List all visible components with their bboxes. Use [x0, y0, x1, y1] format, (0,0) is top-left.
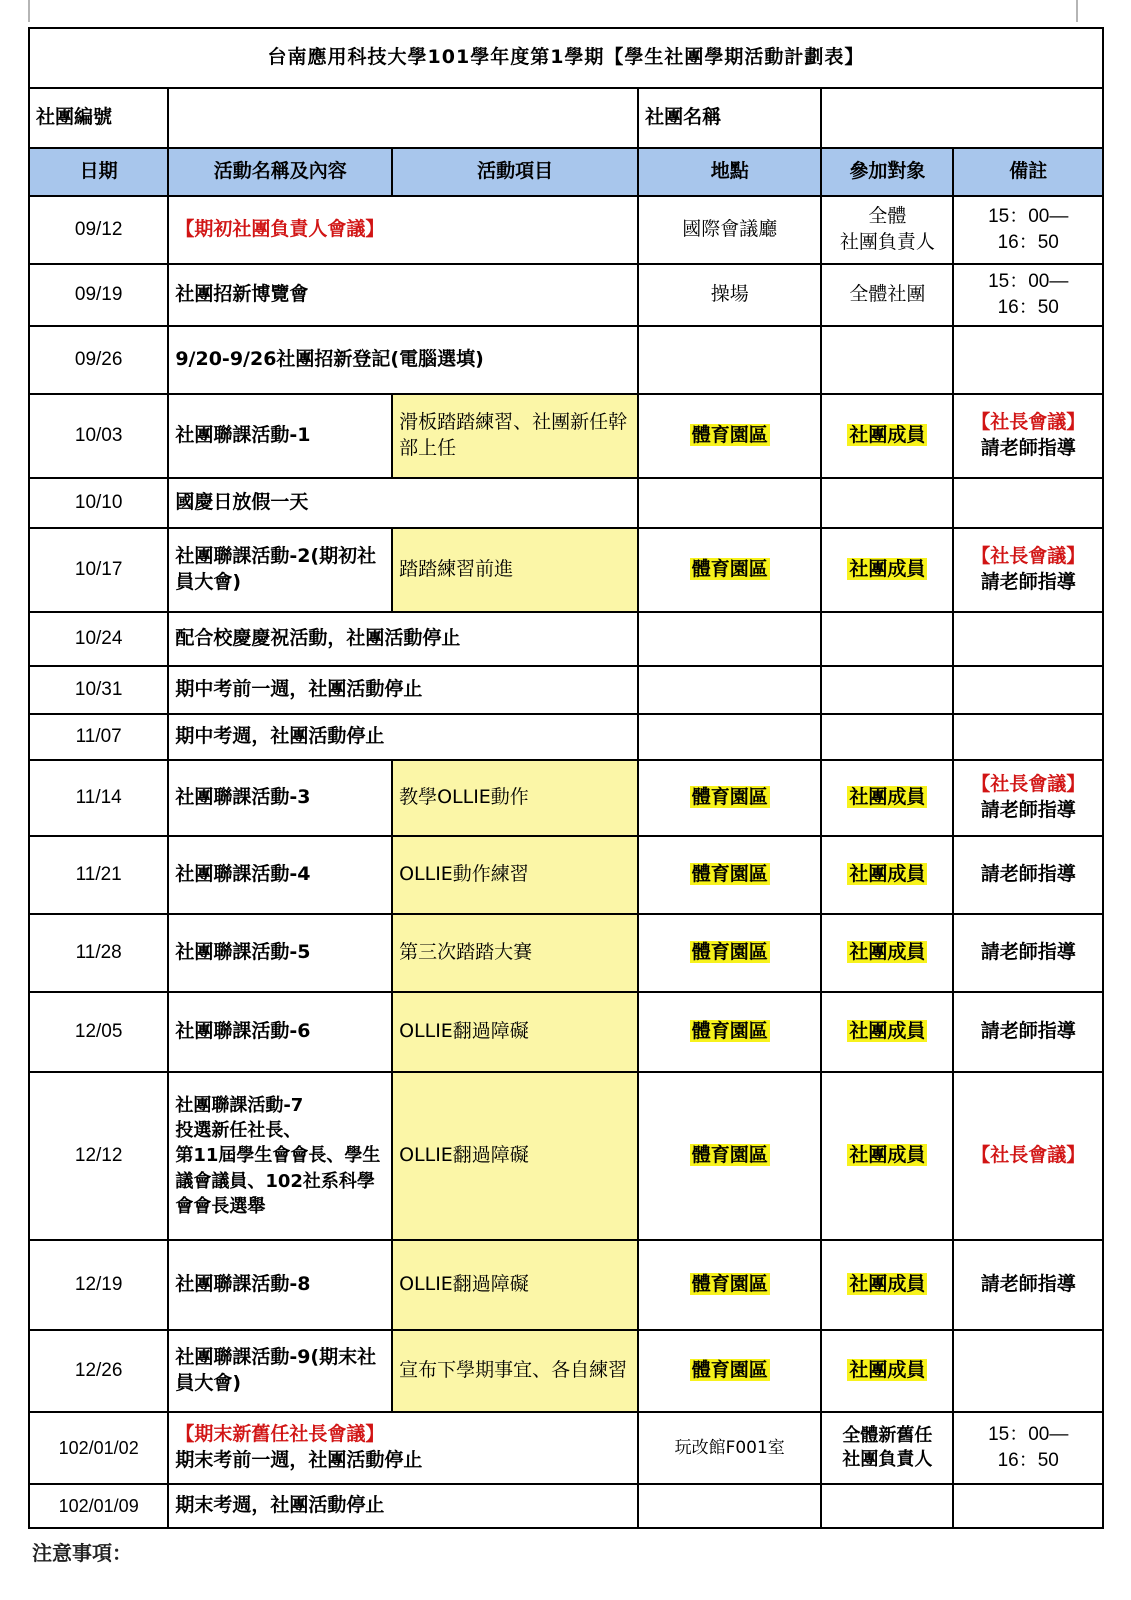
row-activity-name: 社團招新博覽會	[168, 264, 638, 326]
row-note	[953, 394, 1103, 478]
row-date: 09/26	[29, 326, 168, 394]
table-row	[29, 714, 1103, 760]
header-place: 地點	[638, 148, 821, 196]
row-activity-name: 國慶日放假一天	[168, 478, 638, 528]
row-time	[953, 264, 1103, 326]
crop-mark-left	[28, 0, 30, 22]
row-place	[638, 1330, 821, 1412]
row-place: 玩改館F001室	[638, 1412, 821, 1484]
row-date: 11/14	[29, 760, 168, 836]
row-note: 請老師指導	[953, 992, 1103, 1072]
row-activity-item: 宣布下學期事宜、各自練習	[392, 1330, 638, 1412]
notes-label: 注意事項：	[32, 1541, 132, 1565]
row-target	[821, 914, 953, 992]
table-row	[29, 666, 1103, 714]
row-target	[821, 1484, 953, 1528]
column-header-row	[29, 148, 1103, 196]
row-place	[638, 478, 821, 528]
row-target	[821, 196, 953, 264]
table-row	[29, 836, 1103, 914]
crop-mark-right	[1076, 0, 1078, 22]
row-target	[821, 992, 953, 1072]
target-line: 全體	[868, 205, 907, 228]
note-guidance: 請老師指導	[980, 437, 1076, 459]
header-note: 備註	[953, 148, 1103, 196]
row-note: 請老師指導	[953, 836, 1103, 914]
row-activity-name: 9/20-9/26社團招新登記(電腦選填)	[168, 326, 638, 394]
row-place	[638, 528, 821, 612]
row-date: 12/12	[29, 1072, 168, 1240]
table-row	[29, 914, 1103, 992]
row-note	[953, 612, 1103, 666]
activity-line: 社團聯課活動-7	[175, 1095, 304, 1117]
meeting-title: 【期初社團負責人會議】	[175, 218, 385, 241]
table-row	[29, 992, 1103, 1072]
club-info-row	[29, 88, 1103, 148]
row-target	[821, 1240, 953, 1330]
row-target	[821, 612, 953, 666]
table-row	[29, 326, 1103, 394]
row-note: 請老師指導	[953, 914, 1103, 992]
row-date: 12/26	[29, 1330, 168, 1412]
row-date: 12/05	[29, 992, 168, 1072]
time-start: 15：00—	[988, 206, 1069, 228]
table-row	[29, 478, 1103, 528]
table-row	[29, 1240, 1103, 1330]
row-note	[953, 1484, 1103, 1528]
row-target	[821, 1072, 953, 1240]
row-date: 10/03	[29, 394, 168, 478]
row-place: 國際會議廳	[638, 196, 821, 264]
club-number-value[interactable]	[168, 88, 638, 148]
row-place	[638, 1484, 821, 1528]
row-date: 10/17	[29, 528, 168, 612]
target-line: 社團負責人	[842, 1449, 933, 1470]
table-row	[29, 1330, 1103, 1412]
club-number-label: 社團編號	[29, 88, 168, 148]
target-highlight: 社團成員	[849, 941, 926, 964]
row-activity-item: 教學OLLIE動作	[392, 760, 638, 836]
row-date: 10/24	[29, 612, 168, 666]
table-row	[29, 760, 1103, 836]
row-time	[953, 196, 1103, 264]
row-activity-name: 社團聯課活動-5	[168, 914, 392, 992]
table-row	[29, 264, 1103, 326]
row-note	[953, 326, 1103, 394]
time-end: 16：50	[997, 232, 1059, 253]
row-place	[638, 836, 821, 914]
target-highlight: 社團成員	[849, 1359, 926, 1382]
club-name-value[interactable]	[821, 88, 1103, 148]
row-activity-name: 社團聯課活動-3	[168, 760, 392, 836]
row-target	[821, 760, 953, 836]
place-highlight: 體育園區	[691, 863, 768, 886]
row-activity-name: 社團聯課活動-4	[168, 836, 392, 914]
row-activity-name: 社團聯課活動-6	[168, 992, 392, 1072]
target-highlight: 社團成員	[849, 424, 926, 447]
row-time	[953, 1412, 1103, 1484]
time-start: 15：00—	[988, 271, 1069, 293]
row-place	[638, 612, 821, 666]
activity-plan-table	[28, 27, 1104, 1529]
row-place: 操場	[638, 264, 821, 326]
row-note	[953, 714, 1103, 760]
target-line: 全體新舊任	[842, 1424, 933, 1446]
row-activity-item: OLLIE翻過障礙	[392, 1240, 638, 1330]
row-activity-item: OLLIE翻過障礙	[392, 992, 638, 1072]
row-note	[953, 528, 1103, 612]
row-place	[638, 394, 821, 478]
table-row	[29, 612, 1103, 666]
row-target	[821, 666, 953, 714]
row-date: 11/07	[29, 714, 168, 760]
note-guidance: 請老師指導	[980, 571, 1076, 593]
row-date: 10/10	[29, 478, 168, 528]
activity-line: 第11屆學生會會長、學生議會議員、102社系科學會會長選舉	[175, 1145, 381, 1217]
row-target	[821, 836, 953, 914]
header-target: 參加對象	[821, 148, 953, 196]
row-place	[638, 666, 821, 714]
row-date: 10/31	[29, 666, 168, 714]
row-activity-name: 社團聯課活動-8	[168, 1240, 392, 1330]
time-start: 15：00—	[988, 1424, 1069, 1446]
activity-line: 投選新任社長、	[175, 1120, 302, 1142]
row-note	[953, 760, 1103, 836]
row-note	[953, 1330, 1103, 1412]
row-activity-item: OLLIE動作練習	[392, 836, 638, 914]
row-note: 【社長會議】	[953, 1072, 1103, 1240]
place-highlight: 體育園區	[691, 941, 768, 964]
target-line: 社團負責人	[839, 231, 935, 253]
row-activity-name	[168, 1072, 392, 1240]
table-row	[29, 196, 1103, 264]
club-name-label: 社團名稱	[638, 88, 821, 148]
row-note	[953, 478, 1103, 528]
place-highlight: 體育園區	[691, 786, 768, 809]
time-end: 16：50	[997, 297, 1059, 318]
row-activity-name: 配合校慶慶祝活動，社團活動停止	[168, 612, 638, 666]
row-target	[821, 714, 953, 760]
place-highlight: 體育園區	[691, 1273, 768, 1296]
row-activity-item: 第三次踏踏大賽	[392, 914, 638, 992]
row-target	[821, 1412, 953, 1484]
row-target: 全體社團	[821, 264, 953, 326]
row-date: 09/19	[29, 264, 168, 326]
row-date: 11/28	[29, 914, 168, 992]
place-highlight: 體育園區	[691, 1144, 768, 1167]
row-activity-item: 滑板踏踏練習、社團新任幹部上任	[392, 394, 638, 478]
row-activity-item: 踏踏練習前進	[392, 528, 638, 612]
row-place	[638, 992, 821, 1072]
row-date: 102/01/02	[29, 1412, 168, 1484]
activity-line: 期末考前一週，社團活動停止	[175, 1449, 423, 1471]
row-place	[638, 714, 821, 760]
note-meeting: 【社長會議】	[971, 545, 1086, 568]
place-highlight: 體育園區	[691, 1020, 768, 1043]
place-highlight: 體育園區	[691, 558, 768, 581]
header-date: 日期	[29, 148, 168, 196]
row-target	[821, 528, 953, 612]
document-title: 台南應用科技大學101學年度第1學期【學生社團學期活動計劃表】	[29, 28, 1103, 88]
row-target	[821, 326, 953, 394]
row-note: 請老師指導	[953, 1240, 1103, 1330]
row-activity-name: 社團聯課活動-2(期初社員大會)	[168, 528, 392, 612]
row-date: 09/12	[29, 196, 168, 264]
row-activity-name	[168, 1412, 638, 1484]
target-highlight: 社團成員	[849, 1273, 926, 1296]
header-activity-item: 活動項目	[392, 148, 638, 196]
table-row	[29, 1484, 1103, 1528]
time-end: 16：50	[997, 1450, 1059, 1471]
row-target	[821, 394, 953, 478]
place-highlight: 體育園區	[691, 424, 768, 447]
row-date: 11/21	[29, 836, 168, 914]
row-activity-name: 社團聯課活動-1	[168, 394, 392, 478]
note-meeting: 【社長會議】	[971, 773, 1086, 796]
place-highlight: 體育園區	[691, 1359, 768, 1382]
row-place	[638, 760, 821, 836]
table-row	[29, 1072, 1103, 1240]
target-highlight: 社團成員	[849, 863, 926, 886]
target-highlight: 社團成員	[849, 558, 926, 581]
row-date: 12/19	[29, 1240, 168, 1330]
row-note	[953, 666, 1103, 714]
meeting-title: 【期末新舊任社長會議】	[175, 1423, 385, 1446]
row-target	[821, 1330, 953, 1412]
table-row	[29, 528, 1103, 612]
note-meeting: 【社長會議】	[971, 411, 1086, 434]
row-activity-name: 社團聯課活動-9(期末社員大會)	[168, 1330, 392, 1412]
row-place	[638, 1240, 821, 1330]
row-place	[638, 326, 821, 394]
row-activity-name: 期末考週，社團活動停止	[168, 1484, 638, 1528]
target-highlight: 社團成員	[849, 1144, 926, 1167]
target-highlight: 社團成員	[849, 786, 926, 809]
table-row	[29, 394, 1103, 478]
row-activity-name: 期中考週，社團活動停止	[168, 714, 638, 760]
row-activity-item: OLLIE翻過障礙	[392, 1072, 638, 1240]
row-date: 102/01/09	[29, 1484, 168, 1528]
row-place	[638, 914, 821, 992]
header-activity-name: 活動名稱及內容	[168, 148, 392, 196]
row-activity-name: 期中考前一週，社團活動停止	[168, 666, 638, 714]
target-highlight: 社團成員	[849, 1020, 926, 1043]
row-target	[821, 478, 953, 528]
table-row	[29, 1412, 1103, 1484]
row-activity-name	[168, 196, 638, 264]
note-guidance: 請老師指導	[980, 799, 1076, 821]
row-place	[638, 1072, 821, 1240]
